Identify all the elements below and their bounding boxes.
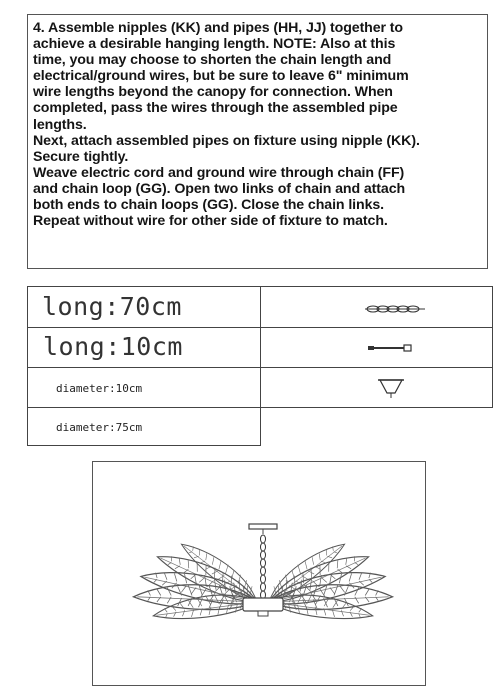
instruction-line: Secure tightly. xyxy=(33,148,129,165)
spec-label-chain-length: long:70cm xyxy=(42,292,182,321)
spec-label-cell xyxy=(27,407,261,446)
spec-icon-cell xyxy=(260,367,493,408)
spec-label-pipe-length: long:10cm xyxy=(43,332,183,361)
fixture-drawing-box xyxy=(92,461,426,686)
instruction-line: wire lengths beyond the canopy for connection. When xyxy=(33,84,393,101)
instruction-line: electrical/ground wires, but be sure to leave 6" minimum xyxy=(33,68,409,85)
chain-icon xyxy=(261,287,494,329)
instruction-line: both ends to chain loops (GG). Close the chain links. xyxy=(33,197,384,214)
spec-label-cell xyxy=(27,367,261,408)
instruction-line: Next, attach assembled pipes on fixture using nipple (KK). xyxy=(33,132,420,149)
spec-label-canopy-diameter: diameter:10cm xyxy=(56,382,143,395)
spec-label-cell xyxy=(27,286,261,328)
instruction-line: lengths. xyxy=(33,116,87,133)
instructions-box xyxy=(27,14,488,269)
canopy-icon xyxy=(261,368,494,409)
spec-label-cell xyxy=(27,327,261,368)
spec-icon-cell xyxy=(260,286,493,328)
instruction-line: achieve a desirable hanging length. NOTE: Also at this xyxy=(33,36,396,53)
spec-icon-cell xyxy=(260,327,493,368)
instruction-line: 4. Assemble nipples (KK) and pipes (HH, JJ) together to xyxy=(33,20,403,36)
instruction-line: Weave electric cord and ground wire through chain (FF) xyxy=(33,164,405,181)
spec-label-fixture-diameter: diameter:75cm xyxy=(56,421,143,434)
instruction-line: Repeat without wire for other side of fixture to match. xyxy=(33,213,388,230)
pipe-rod-icon xyxy=(261,328,494,369)
leaf-chandelier-icon xyxy=(93,462,425,685)
instruction-line: completed, pass the wires through the assembled pipe xyxy=(33,100,398,117)
instruction-line: time, you may choose to shorten the chain length and xyxy=(33,52,392,69)
instruction-line: and chain loop (GG). Open two links of chain and attach xyxy=(33,180,406,197)
